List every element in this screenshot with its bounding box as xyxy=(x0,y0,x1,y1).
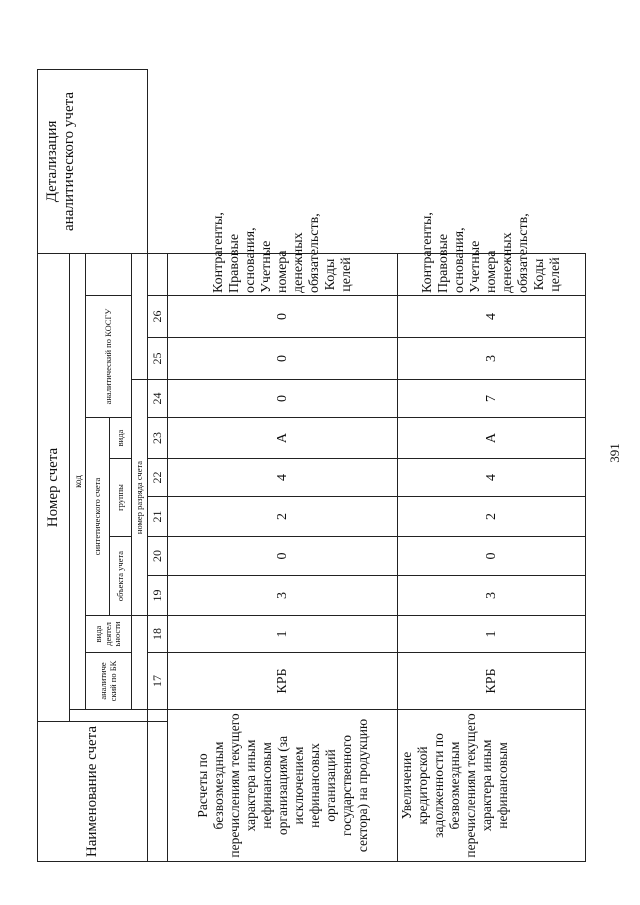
colnum-blank xyxy=(148,722,168,862)
row-value: 1 xyxy=(398,616,586,653)
row-value: 3 xyxy=(398,338,586,380)
row-value: 3 xyxy=(168,576,398,616)
row-value: 2 xyxy=(398,497,586,537)
header-code: код xyxy=(70,253,86,709)
row-value: КРБ xyxy=(168,653,398,710)
row-account-name: Расчеты по безвозмездным перечислениям текущего характера иным нефинансовым организациям (за исключением нефинансовых организаций государственного сектора) на продукцию xyxy=(168,710,398,862)
column-number: 18 xyxy=(148,616,168,653)
header-detail: Детализация аналитического учета xyxy=(38,69,148,253)
row-value: 0 xyxy=(168,338,398,380)
header-digit-number: номер разряда счета xyxy=(132,380,148,616)
header-activity-type: вида деятел ьности xyxy=(86,616,132,653)
row-value: 4 xyxy=(398,459,586,497)
row-value: А xyxy=(168,418,398,459)
column-number: 19 xyxy=(148,576,168,616)
column-number: 17 xyxy=(148,653,168,710)
row-value: А xyxy=(398,418,586,459)
accounts-table xyxy=(37,69,586,862)
page-number: 391 xyxy=(607,443,622,463)
row-account-name: Увеличение кредиторской задолженности по безвозмездным перечислениям текущего характера иным нефинансовым xyxy=(398,710,586,862)
row-value: 2 xyxy=(168,497,398,537)
row-value: 0 xyxy=(168,380,398,418)
header-spacer xyxy=(132,616,148,710)
row-value: 4 xyxy=(398,296,586,338)
header-account-name: Наименование счета xyxy=(38,722,148,862)
header-group: группы xyxy=(110,459,132,537)
row-value: 1 xyxy=(168,616,398,653)
header-synthetic: синтетического счета xyxy=(86,418,110,616)
row-value: 7 xyxy=(398,380,586,418)
row-value: 0 xyxy=(398,537,586,576)
table-row xyxy=(168,69,398,861)
header-spacer xyxy=(70,710,148,722)
header-kind: вида xyxy=(110,418,132,459)
header-analytic-bk: аналитиче ский по БК xyxy=(86,653,132,710)
table-row xyxy=(398,69,586,861)
row-value: КРБ xyxy=(398,653,586,710)
colnum-blank xyxy=(148,710,168,722)
row-detail: Контрагенты, Правовые основания, Учетные номера денежных обязательств, Коды целей xyxy=(168,253,398,295)
row-value: 3 xyxy=(398,576,586,616)
rotated-table-wrapper xyxy=(37,70,585,862)
colnum-blank xyxy=(148,253,168,295)
column-number: 22 xyxy=(148,459,168,497)
row-detail: Контрагенты, Правовые основания, Учетные номера денежных обязательств, Коды целей xyxy=(398,253,586,295)
header-spacer xyxy=(132,253,148,379)
header-account-number: Номер счета xyxy=(38,253,70,721)
column-number: 24 xyxy=(148,380,168,418)
column-number: 26 xyxy=(148,296,168,338)
header-analytic-kosgu: аналитический по КОСГУ xyxy=(86,296,132,418)
column-number: 23 xyxy=(148,418,168,459)
row-value: 0 xyxy=(168,296,398,338)
header-object: объекта учета xyxy=(110,537,132,616)
column-number: 20 xyxy=(148,537,168,576)
row-value: 4 xyxy=(168,459,398,497)
column-number: 25 xyxy=(148,338,168,380)
row-value: 0 xyxy=(168,537,398,576)
column-number: 21 xyxy=(148,497,168,537)
